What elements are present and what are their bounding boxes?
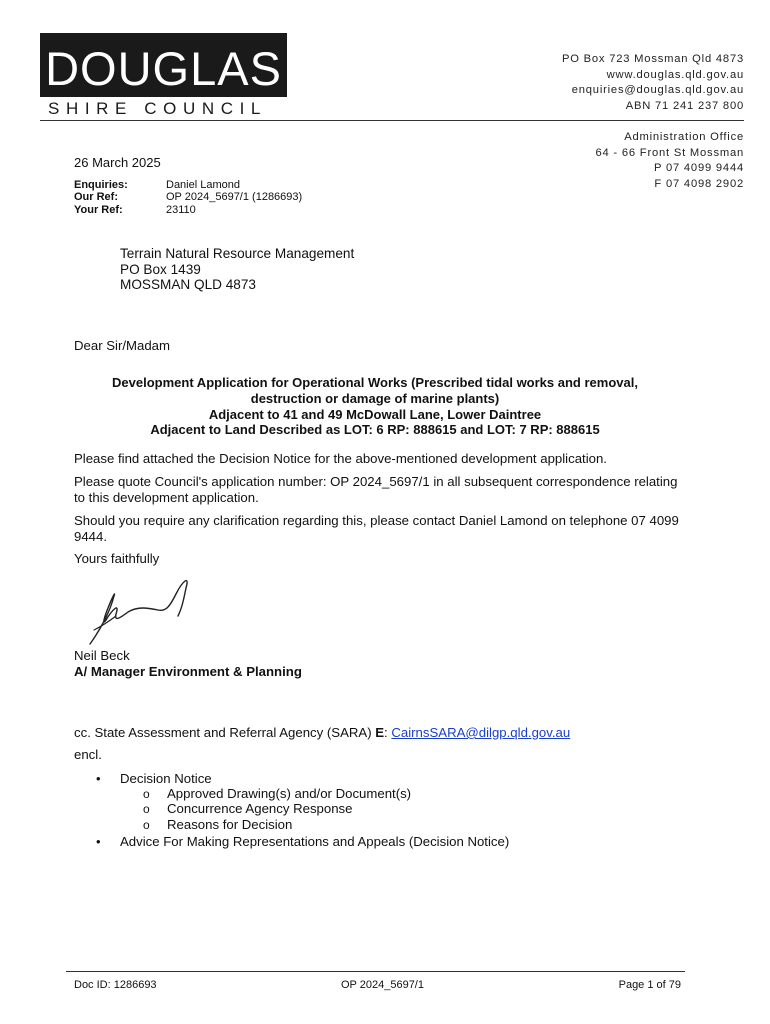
header-divider (40, 120, 744, 121)
sub-bullet-marker: o (143, 802, 150, 816)
ref-label-our-ref: Our Ref: (74, 191, 118, 203)
office-heading: Administration Office (624, 131, 744, 143)
signatory-title: A/ Manager Environment & Planning (74, 664, 302, 679)
office-address: 64 - 66 Front St Mossman (595, 146, 744, 159)
cc-line (74, 725, 724, 741)
office-phone: P 07 4099 9444 (653, 162, 744, 175)
salutation: Dear Sir/Madam (74, 338, 171, 353)
subject-block (60, 375, 690, 438)
sign-off: Yours faithfully (74, 551, 160, 566)
abn: ABN 71 241 237 800 (625, 99, 744, 112)
footer-divider (66, 971, 685, 972)
enclosure-reasons: Reasons for Decision (167, 817, 293, 832)
ref-label-your-ref: Your Ref: (74, 204, 123, 216)
enclosure-concurrence-response: Concurrence Agency Response (167, 801, 353, 816)
footer-reference: OP 2024_5697/1 (341, 979, 424, 991)
office-contact-block (595, 130, 744, 192)
signatory-name: Neil Beck (74, 648, 130, 663)
paragraph-quote-ref: Please quote Council's application number: OP 2024_5697/1 in all subsequent correspondence relating to this development application. (74, 474, 678, 505)
recipient-locality: MOSSMAN QLD 4873 (120, 277, 256, 292)
enclosures-label: encl. (74, 747, 102, 762)
enclosure-advice-appeals: Advice For Making Representations and Appeals (Decision Notice) (120, 834, 510, 849)
handwritten-signature (86, 572, 196, 650)
recipient-name: Terrain Natural Resource Management (120, 246, 355, 261)
postal-address: PO Box 723 Mossman Qld 4873 (561, 53, 744, 65)
footer-page-number: Page 1 of 79 (618, 979, 681, 991)
recipient-po-box: PO Box 1439 (120, 262, 201, 277)
paragraph-attached: Please find attached the Decision Notice for the above-mentioned development application. (74, 451, 607, 466)
subject-line-1: Development Application for Operational Works (Prescribed tidal works and removal, (112, 375, 638, 390)
sub-bullet-marker: o (143, 787, 150, 801)
cc-email-link[interactable]: CairnsSARA@dilgp.qld.gov.au (391, 725, 571, 740)
logo-wordmark: DOUGLAS (45, 42, 282, 95)
sub-bullet-marker: o (143, 818, 150, 832)
subject-line-3: Adjacent to 41 and 49 McDowall Lane, Lower Daintree (208, 406, 542, 422)
ref-label-enquiries: Enquiries: (74, 179, 128, 191)
subject-line-4: Adjacent to Land Described as LOT: 6 RP: 888615 and LOT: 7 RP: 888615 (150, 422, 600, 438)
email-address: enquiries@douglas.qld.gov.au (571, 84, 744, 97)
paragraph-clarification: Should you require any clarification regarding this, please contact Daniel Lamond on telephone 07 4099 9444. (74, 513, 679, 544)
ref-value-your-ref: 23110 (166, 204, 196, 216)
bullet-marker: • (96, 771, 101, 786)
office-fax: F 07 4098 2902 (654, 177, 744, 190)
bullet-marker: • (96, 834, 101, 849)
ref-value-our-ref: OP 2024_5697/1 (1286693) (166, 191, 303, 203)
cc-recipient: cc. State Assessment and Referral Agency (SARA) (74, 725, 376, 740)
letter-date: 26 March 2025 (74, 155, 161, 170)
enclosure-approved-drawings: Approved Drawing(s) and/or Document(s) (167, 786, 412, 801)
cc-email-label: E (375, 725, 385, 740)
council-contact-block (562, 52, 744, 114)
subject-line-2: destruction or damage of marine plants) (250, 390, 500, 406)
enclosure-decision-notice: Decision Notice (120, 771, 212, 786)
website: www.douglas.qld.gov.au (606, 68, 744, 81)
logo-subtitle: SHIRE COUNCIL (48, 99, 267, 118)
ref-value-enquiries: Daniel Lamond (166, 179, 240, 191)
footer-doc-id: Doc ID: 1286693 (74, 979, 157, 991)
cc-colon: : (384, 725, 392, 740)
